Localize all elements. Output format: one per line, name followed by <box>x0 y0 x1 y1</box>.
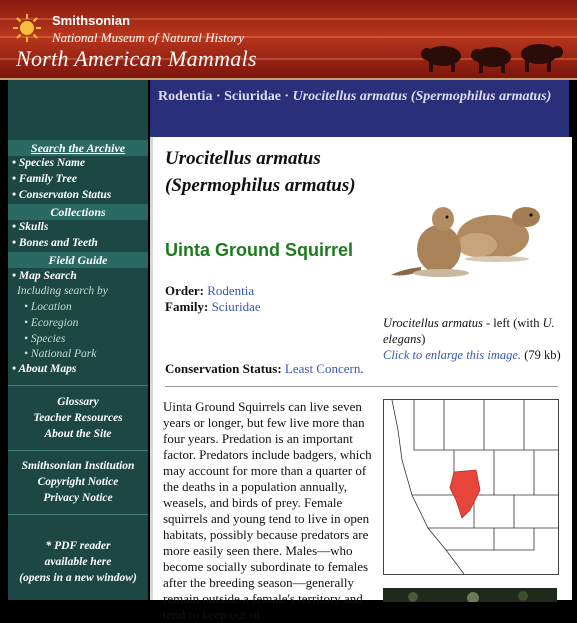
family-row: Family: Sciuridae <box>165 299 261 314</box>
sidebar-divider <box>8 450 148 451</box>
breadcrumb: Rodentia · Sciuridae · Urocitellus armatus (Spermophilus armatus) <box>158 89 552 104</box>
sidebar-item-skulls[interactable]: • Skulls <box>12 221 49 233</box>
teacher-resources-link[interactable]: Teacher Resources <box>33 412 123 424</box>
sun-logo-icon[interactable] <box>12 13 42 43</box>
sidebar-item-map-search[interactable]: • Map Search <box>12 270 77 282</box>
site-title[interactable]: North American Mammals <box>16 46 257 71</box>
sidebar-nav <box>8 80 148 600</box>
copyright-notice-link[interactable]: Copyright Notice <box>37 476 119 488</box>
org-name[interactable]: Smithsonian <box>52 13 131 28</box>
glossary-link[interactable]: Glossary <box>57 396 99 408</box>
site-header <box>0 0 577 80</box>
including-search-label: Including search by <box>17 285 108 297</box>
squirrel-photo[interactable] <box>381 175 561 285</box>
pdf-reader-link[interactable]: * PDF reader <box>45 540 111 552</box>
sidebar-item-species-name[interactable]: • Species Name <box>12 157 86 169</box>
family-link[interactable]: Sciuridae <box>211 299 261 314</box>
sidebar-item-family-tree[interactable]: • Family Tree <box>12 173 77 185</box>
sidebar-item-about-maps[interactable]: • About Maps <box>12 363 77 375</box>
sidebar-item-conservation-status[interactable]: • Conservaton Status <box>12 189 112 201</box>
about-site-link[interactable]: About the Site <box>44 428 112 440</box>
breadcrumb-order[interactable]: Rodentia <box>158 89 213 104</box>
privacy-notice-link[interactable]: Privacy Notice <box>43 492 113 504</box>
range-map[interactable] <box>383 399 559 575</box>
pdf-reader-note: (opens in a new window) <box>19 572 137 584</box>
sidebar-divider <box>8 514 148 515</box>
conservation-status-link[interactable]: Least Concern <box>284 361 361 376</box>
pdf-reader-link[interactable]: available here <box>44 556 112 568</box>
common-name: Uinta Ground Squirrel <box>165 240 354 260</box>
sidebar-item-national-park[interactable]: • National Park <box>24 348 97 360</box>
enlarge-image-link[interactable]: Click to enlarge this image. <box>383 348 522 362</box>
species-description: Uinta Ground Squirrels can live seven years or longer, but few live more than four years. Predation is an important factor. Predators include badgers, which may account for more than a quarter of the deaths in a population annually, weasels, and birds of prey. Female squirrels and young tend to live in open habitats, possibly because predators are more easily seen there. Males—who become socially subordinate to females after the breeding season—generally remain outside a female's territory and tend to keep out of <box>163 399 372 622</box>
sidebar-item-ecoregion[interactable]: • Ecoregion <box>24 317 79 329</box>
section-divider <box>165 386 558 387</box>
search-archive-link[interactable]: Search the Archive <box>8 140 148 156</box>
sidebar-item-location[interactable]: • Location <box>24 301 72 313</box>
conservation-status-row: Conservation Status: Least Concern. <box>165 361 364 376</box>
breadcrumb-family[interactable]: Sciuridae <box>224 89 281 104</box>
field-guide-heading: Field Guide <box>8 252 148 268</box>
museum-name[interactable]: National Museum of Natural History <box>52 30 245 45</box>
smithsonian-institution-link[interactable]: Smithsonian Institution <box>21 460 135 472</box>
species-content <box>150 137 572 622</box>
breadcrumb-species: Urocitellus armatus (Spermophilus armatus) <box>292 89 552 104</box>
collections-heading: Collections <box>8 204 148 220</box>
sidebar-item-species[interactable]: • Species <box>24 333 66 345</box>
sidebar-item-bones-teeth[interactable]: • Bones and Teeth <box>12 237 98 249</box>
sidebar-divider <box>8 385 148 386</box>
order-link[interactable]: Rodentia <box>207 283 255 298</box>
breadcrumb-bar <box>150 80 569 137</box>
muskox-herd-icon <box>421 38 563 74</box>
photo-caption: Urocitellus armatus - left (with U. elegans) Click to enlarge this image. (79 kb) <box>383 316 561 362</box>
order-row: Order: Rodentia <box>165 283 255 298</box>
page-title: Urocitellus armatus (Spermophilus armatus) <box>165 148 356 196</box>
